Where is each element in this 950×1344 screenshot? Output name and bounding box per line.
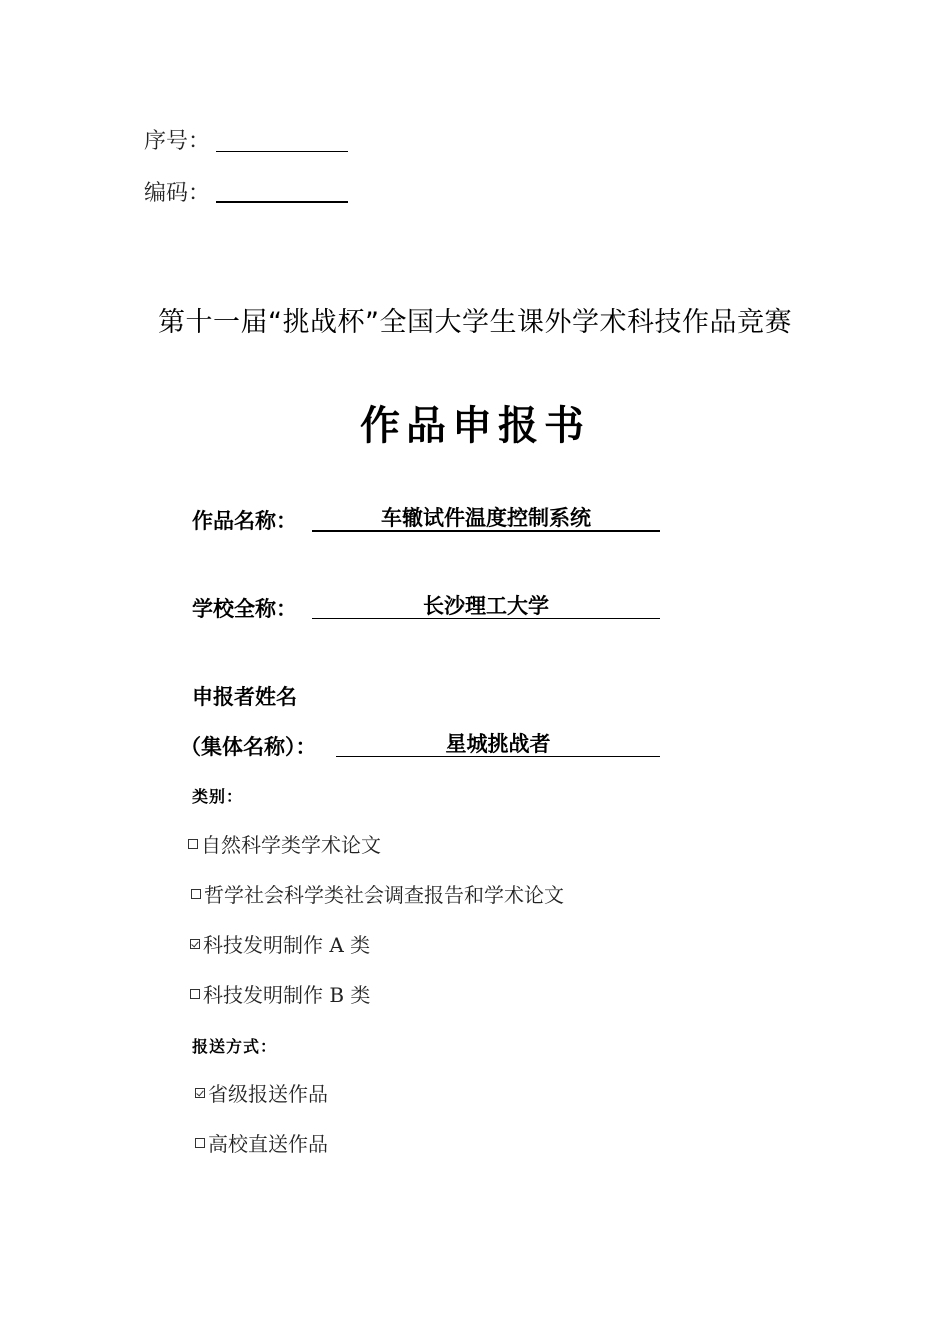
submission-label: 报送方式： (192, 1037, 278, 1056)
option-label: 科技发明制作 A 类 (203, 933, 371, 957)
document-title: 作品申报书 (360, 403, 590, 449)
checked-checkbox-icon[interactable] (195, 1088, 205, 1098)
school-value: 长沙理工大学 (423, 594, 549, 618)
work-name-value: 车辙试件温度控制系统 (381, 506, 591, 530)
submission-option-direct[interactable] (195, 1128, 328, 1157)
category-option-invention-a[interactable] (190, 929, 370, 958)
applicant-field[interactable] (336, 728, 660, 757)
code-label: 编码： (144, 181, 211, 206)
checkbox-icon[interactable] (191, 889, 201, 899)
school-field[interactable] (312, 590, 660, 619)
competition-title: 第十一届“挑战杯”全国大学生课外学术科技作品竞赛 (158, 307, 792, 338)
submission-option-provincial[interactable] (195, 1078, 328, 1107)
option-label: 科技发明制作 B 类 (203, 983, 371, 1007)
checkbox-icon[interactable] (190, 989, 200, 999)
applicant-value: 星城挑战者 (445, 732, 551, 756)
serial-label: 序号： (144, 129, 211, 154)
category-option-social-science[interactable] (191, 879, 564, 908)
option-label: 高校直送作品 (208, 1132, 328, 1156)
option-label: 省级报送作品 (208, 1082, 328, 1106)
checked-checkbox-icon[interactable] (190, 939, 200, 949)
category-label: 类别： (192, 787, 244, 806)
option-label: 自然科学类学术论文 (201, 833, 381, 857)
code-input-line[interactable] (216, 201, 348, 203)
serial-input-line[interactable] (216, 151, 348, 152)
school-label: 学校全称： (192, 597, 297, 621)
applicant-label-line1: 申报者姓名 (192, 685, 297, 709)
applicant-label-line2: （集体名称）： (180, 735, 317, 759)
checkbox-icon[interactable] (195, 1138, 205, 1148)
category-option-invention-b[interactable] (190, 979, 370, 1008)
option-label: 哲学社会科学类社会调查报告和学术论文 (204, 883, 564, 907)
checkbox-icon[interactable] (188, 839, 198, 849)
category-option-natural-science[interactable] (188, 829, 381, 858)
work-name-field[interactable] (312, 502, 660, 532)
work-name-label: 作品名称： (192, 509, 297, 533)
